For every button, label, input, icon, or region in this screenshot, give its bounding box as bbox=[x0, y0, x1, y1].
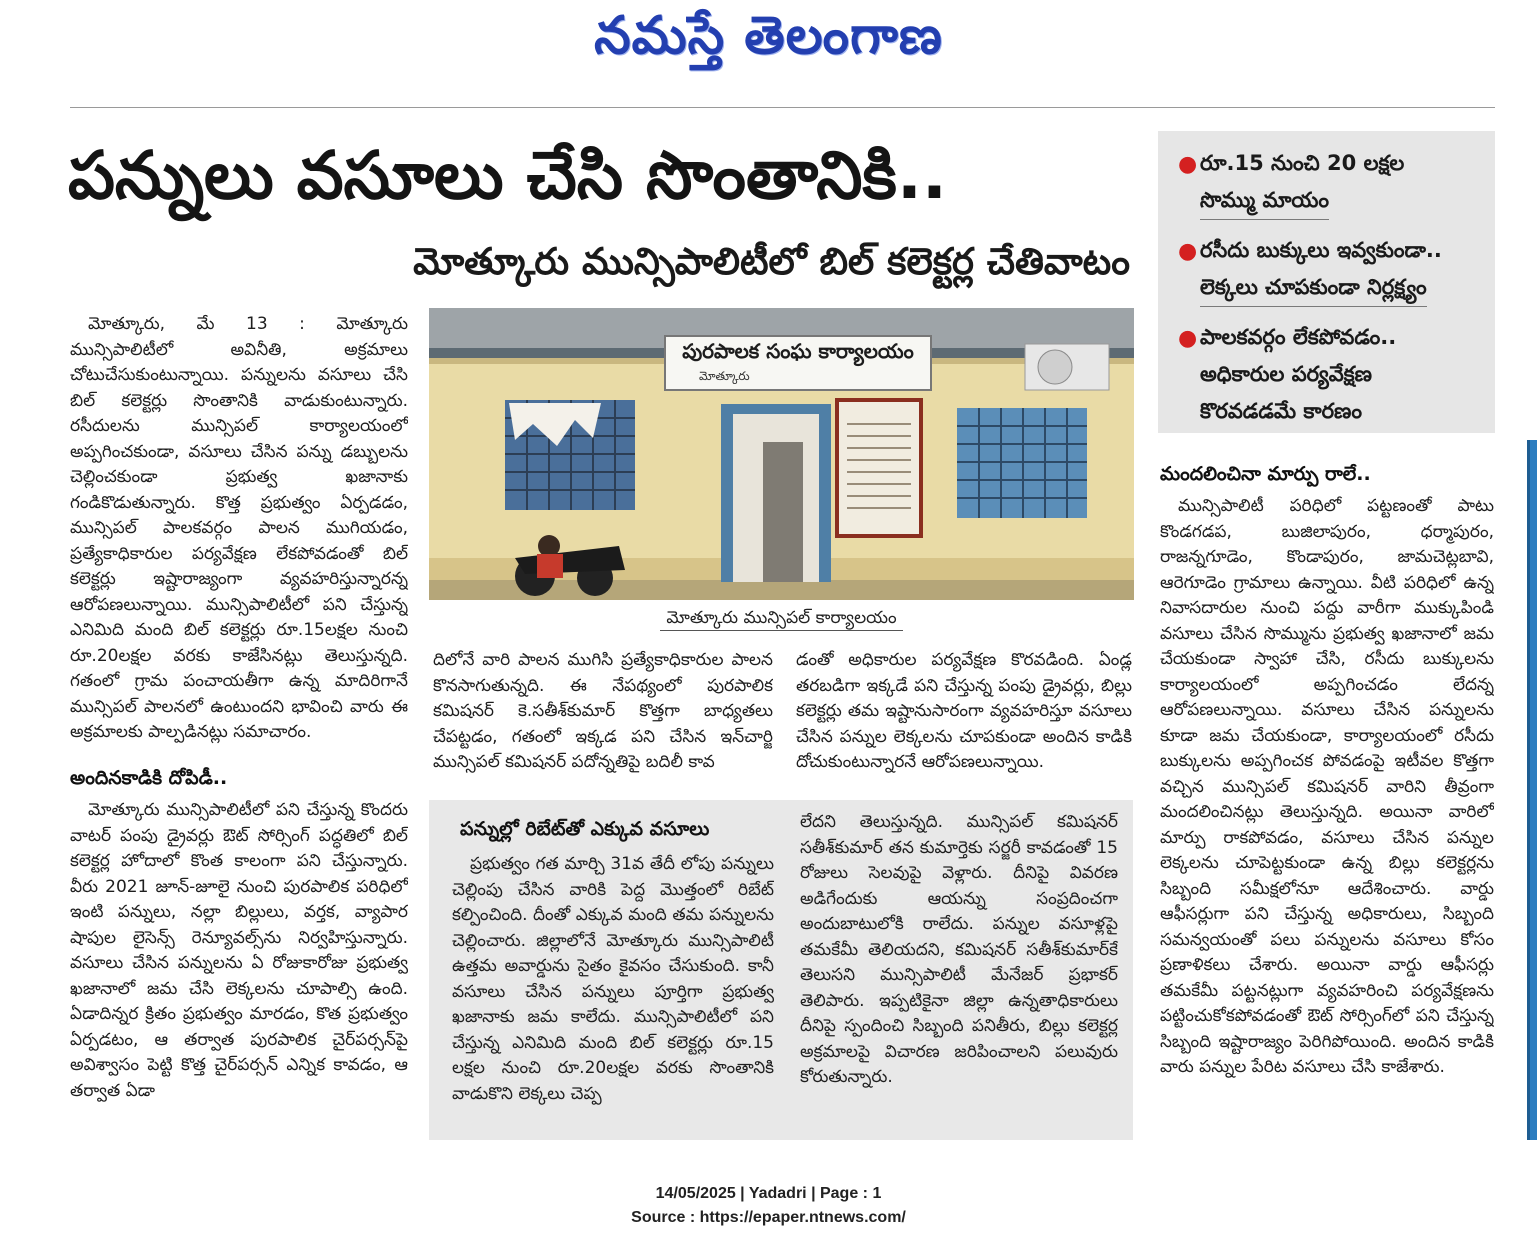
article-paragraph: మున్సిపాలిటీ పరిధిలో పట్టణంతో పాటు కొండగడప, బుజిలాపురం, ధర్మాపురం, రాజన్నగూడెం, కొండాపురం, జామచెట్లబావి, ఆరెగూడెం గ్రామాలు ఉన్నాయి. వీటి పరిధిలో ఉన్న నివాసదారుల నుంచి పద్దు వారీగా ముక్కుపిండి వసూలు చేసిన సొమ్మును ప్రభుత్వ ఖజానాలో జమ చేయకుండా స్వాహా చేసి, రసీదు బుక్కులను కార్యాలయంలో అప్పగించడం లేదన్న ఆరోపణలున్నాయి. వసూలు చేసిన పన్నులను కూడా జమ చేయకుండా, కార్యాలయంలో రసీదు బుక్కులను అప్పగించక పోవడంపై ఇటీవల కొత్తగా వచ్చిన మున్సిపల్ కమిషనర్ వారిని తీవ్రంగా మందలించినట్లు తెలుస్తున్నది. అయినా వారిలో మార్పు రాకపోవడం, వసూలు చేసిన పన్నుల లెక్కలను చూపెట్టకుండా ఉన్న బిల్లు కలెక్టర్లను సిబ్బంది సమీక్షలోనూ ఆదేశించారు. వార్డు ఆఫీసర్లుగా పని చేస్తున్న అధికారులు, సిబ్బంది సమన్వయంతో పలు పన్నులను వసూలు కోసం ప్రణాళికలు చేశారు. అయినా వార్డు ఆఫీసర్లు తమకేమీ పట్టనట్లుగా వ్యవహరించి పర్యవేక్షణను పట్టించుకోకపోవడంతో ఔట్ సోర్సింగ్‌లో పని చేస్తున్న సిబ్బంది ఇష్టారాజ్యం పెరిగిపోయింది. అందిన కాడికి వారు పన్నుల పేరిట వసూలు చేసి కాజేశారు. bbox=[1160, 496, 1494, 1077]
sign-board-place: మోత్కూరు bbox=[699, 369, 750, 383]
highlight-item bbox=[1158, 145, 1495, 220]
highlight-item bbox=[1158, 319, 1495, 430]
highlight-line: రసీదు బుక్కులు ఇవ్వకుండా.. bbox=[1200, 238, 1442, 262]
headline: పన్నులు వసూలు చేసి సొంతానికి.. bbox=[68, 137, 948, 214]
box-col-right bbox=[800, 810, 1118, 1132]
section-heading-1: అందినకాడికి దోపిడీ.. bbox=[70, 767, 228, 789]
bullet-icon: ● bbox=[1178, 152, 1198, 177]
highlight-line: పాలకవర్గం లేకపోవడం.. bbox=[1200, 325, 1397, 349]
article-col-4 bbox=[1160, 494, 1494, 1134]
highlight-line: సొమ్ము మాయం bbox=[1200, 182, 1329, 220]
article-col-1-body bbox=[70, 798, 408, 1160]
masthead-logo: నమస్తే తెలంగాణ bbox=[594, 6, 943, 66]
footer-date-edition: 14/05/2025 | Yadadri | Page : 1 bbox=[655, 1185, 882, 1202]
highlights-box bbox=[1158, 131, 1495, 433]
article-col-1-intro bbox=[70, 312, 408, 752]
article-photo bbox=[429, 308, 1134, 600]
article-col-2 bbox=[433, 648, 773, 778]
highlight-line: అధికారుల పర్యవేక్షణ bbox=[1200, 362, 1372, 386]
photo-caption-text: మోత్కూరు మున్సిపల్ కార్యాలయం bbox=[660, 608, 902, 631]
box-col-left bbox=[452, 852, 774, 1132]
article-paragraph: లేదని తెలుస్తున్నది. మున్సిపల్ కమిషనర్ సతీశ్‌కుమార్ తన కుమార్తెకు సర్జరీ కావడంతో 15 రోజులు సెలవుపై వెళ్లారు. దీనిపై వివరణ అడిగేందుకు ఆయన్ను సంప్రదించగా అందుబాటులోకి రాలేదు. పన్నుల వసూళ్లపై తమకేమీ తెలియదని, కమిషనర్ సతీశ్‌కుమార్‌కే తెలుసని మున్సిపాలిటీ మేనేజర్ ప్రభాకర్ తెలిపారు. ఇప్పటికైనా జిల్లా ఉన్నతాధికారులు దీనిపై స్పందించి సిబ్బంది పనితీరు, బిల్లు కలెక్టర్ల అక్రమాలపై విచారణ జరిపించాలని పలువురు కోరుతున్నారు. bbox=[800, 812, 1118, 1087]
article-paragraph: మోత్కూరు మున్సిపాలిటీలో పని చేస్తున్న కొందరు వాటర్ పంపు డ్రైవర్లు ఔట్ సోర్సింగ్ పద్ధతిలో బిల్ కలెక్టర్ల హోదాలో కొంత కాలంగా పని చేస్తున్నారు. వీరు 2021 జూన్-జూలై నుంచి పురపాలిక పరిధిలో ఇంటి పన్నులు, నల్లా బిల్లులు, వర్తక, వ్యాపార షాపుల లైసెన్స్ రెన్యూవల్స్‌ను నిర్వహిస్తున్నారు. వసూలు చేసిన పన్నులను ఏ రోజుకారోజు ప్రభుత్వ ఖజానాలో జమ చేసి లెక్కలను చూపాల్సి ఉంది. ఏడాదిన్నర క్రితం ప్రభుత్వం మారడం, కొత ప్రభుత్వం ఏర్పడటం, ఆ తర్వాత పురపాలిక చైర్‌పర్సన్‌పై అవిశ్వాసం పెట్టి కొత్త చైర్‌పర్సన్ ఎన్నిక కావడం, ఆ తర్వాత ఏడా bbox=[70, 800, 408, 1101]
page-footer bbox=[0, 1182, 1537, 1230]
bullet-icon: ● bbox=[1178, 239, 1198, 264]
footer-source: Source : https://epaper.ntnews.com/ bbox=[631, 1209, 906, 1226]
highlight-line: కొరవడడమే కారణం bbox=[1200, 399, 1363, 423]
sign-board-title: పురపాలక సంఘ కార్యాలయం bbox=[682, 339, 914, 363]
article-paragraph: మోత్కూరు, మే 13 : మోత్కూరు మున్సిపాలిటీలో అవినీతి, అక్రమాలు చోటుచేసుకుంటున్నాయి. పన్నులను వసూలు చేసి బిల్ కలెక్టర్లు సొంతానికి వాడుకుంటున్నారు. రసీదులను మున్సిపల్ కార్యాలయంలో అప్పగించకుండా, వసూలు చేసిన పన్ను డబ్బులను చెల్లించకుండా ప్రభుత్వ ఖజానాకు గండికొడుతున్నారు. కొత్త ప్రభుత్వం ఏర్పడడం, మున్సిపల్ పాలకవర్గం పాలన ముగియడం, ప్రత్యేకాధికారుల పర్యవేక్షణ లేకపోవడంతో బిల్ కలెక్టర్లు ఇష్టారాజ్యంగా వ్యవహరిస్తున్నారన్న ఆరోపణలున్నాయి. మున్సిపాలిటీలో పని చేస్తున్న ఎనిమిది మంది బిల్ కలెక్టర్లు రూ.15లక్షల నుంచి రూ.20లక్షల వరకు కాజేసినట్లు తెలుస్తున్నది. గతంలో గ్రామ పంచాయతీగా ఉన్న మాదిరిగానే మున్సిపల్ పాలనలో ఉంటుందని భావించి వారు ఈ అక్రమాలకు పాల్పడినట్లు సమాచారం. bbox=[70, 314, 408, 742]
highlight-line: లెక్కలు చూపకుండా నిర్లక్ష్యం bbox=[1200, 269, 1427, 307]
article-col-3 bbox=[796, 648, 1132, 778]
box-title: పన్నుల్లో రిబేట్‌తో ఎక్కువ వసూలు bbox=[460, 818, 710, 840]
section-heading-2: మందలించినా మార్పు రాలే.. bbox=[1160, 463, 1371, 485]
article-paragraph: ప్రభుత్వం గత మార్చి 31వ తేదీ లోపు పన్నులు చెల్లింపు చేసిన వారికి పెద్ద మొత్తంలో రిబేట్ కల్పించింది. దీంతో ఎక్కువ మంది తమ పన్నులను చెల్లించారు. జిల్లాలోనే మోత్కూరు మున్సిపాలిటీ ఉత్తమ అవార్డును సైతం కైవసం చేసుకుంది. కానీ వసూలు చేసిన పన్నులు పూర్తిగా ప్రభుత్వ ఖజానాకు జమ కాలేదు. మున్సిపాలిటీలో పని చేస్తున్న ఎనిమిది మంది బిల్ కలెక్టర్లు రూ.15 లక్షల నుంచి రూ.20లక్షల వరకు సొంతానికి వాడుకొని లెక్కలు చెప్ప bbox=[452, 854, 774, 1104]
page-edge-strip-inner bbox=[1527, 440, 1530, 1140]
masthead-rule bbox=[70, 107, 1495, 108]
article-paragraph: దిలోనే వారి పాలన ముగిసి ప్రత్యేకాధికారుల పాలన కొనసాగుతున్నది. ఈ నేపథ్యంలో పురపాలిక కమిషనర్ కె.సతీశ్‌కుమార్ కొత్తగా బాధ్యతలు చేపట్టడం, గతంలో ఇక్కడ పని చేసిన ఇన్‌చార్జి మున్సిపల్ కమిషనర్ పదోన్నతిపై బదిలీ కావ bbox=[433, 650, 773, 772]
photo-caption bbox=[429, 603, 1134, 633]
article-paragraph: డంతో అధికారుల పర్యవేక్షణ కొరవడింది. ఏండ్ల తరబడిగా ఇక్కడే పని చేస్తున్న పంపు డ్రైవర్లు, బిల్లు కలెక్టర్లు తమ ఇష్టానుసారంగా వ్యవహరిస్తూ వసూలు చేసిన పన్నుల లెక్కలను చూపకుండా అందిన కాడికి దోచుకుంటున్నారనే ఆరోపణలున్నాయి. bbox=[796, 650, 1132, 772]
highlight-item bbox=[1158, 232, 1495, 307]
highlight-line: రూ.15 నుంచి 20 లక్షల bbox=[1200, 151, 1405, 175]
subheadline: మోత్కూరు మున్సిపాలిటీలో బిల్ కలెక్టర్ల చేతివాటం bbox=[413, 240, 1130, 283]
bullet-icon: ● bbox=[1178, 326, 1198, 351]
